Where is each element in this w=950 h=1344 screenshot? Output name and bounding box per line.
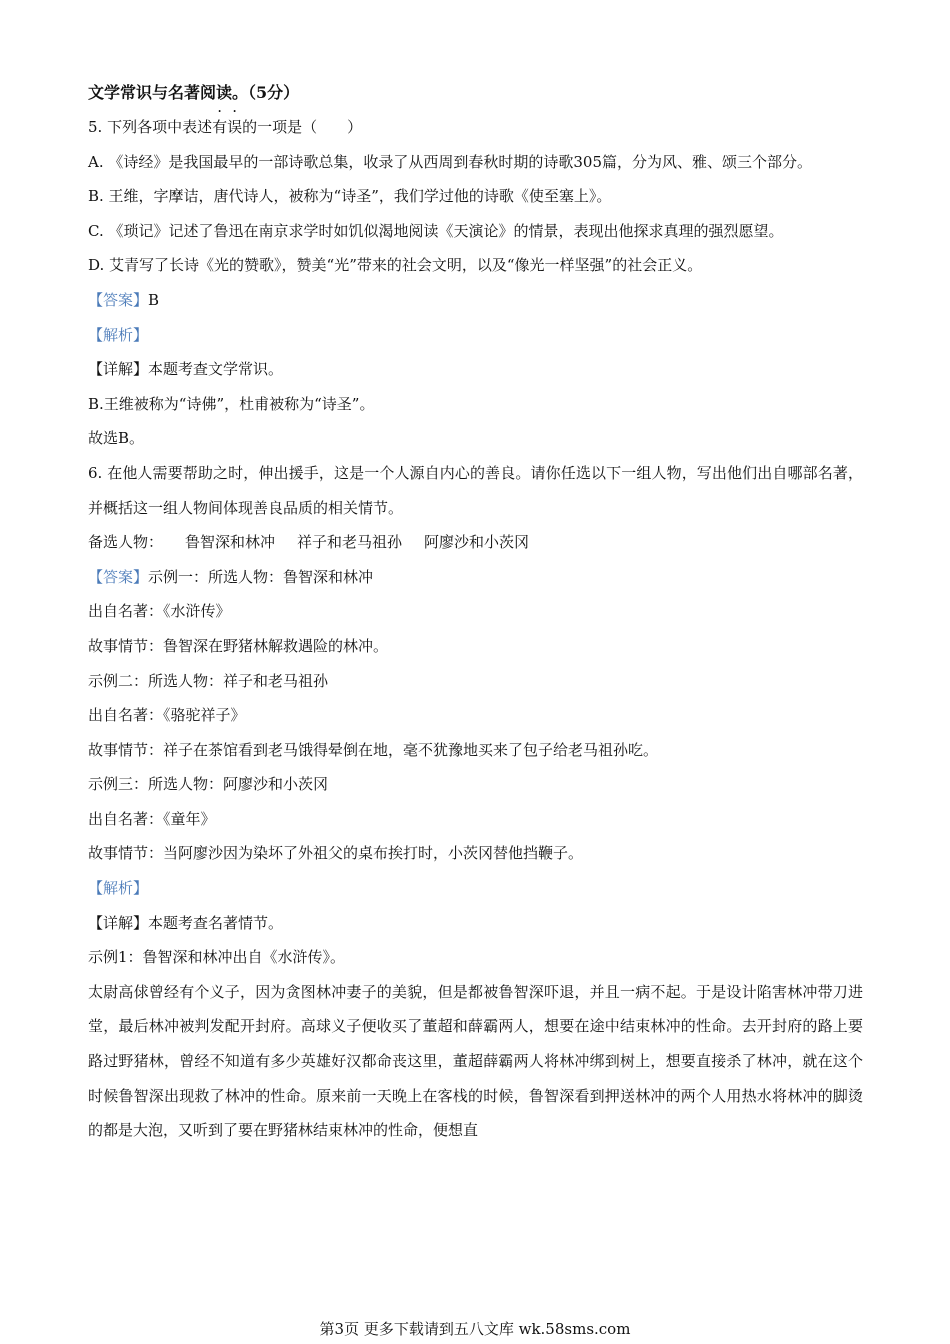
example-plot: 故事情节：鲁智深在野猪林解救遇险的林冲。 — [88, 636, 389, 655]
analysis-label: 【解析】 — [88, 325, 149, 344]
emphasis-dot: 误 — [227, 118, 243, 136]
page-footer: 第3页 更多下载请到五八文库 wk.58sms.com — [319, 1320, 631, 1338]
example-title: 示例二：所选人物：祥子和老马祖孙 — [88, 671, 329, 690]
detail-text: 【详解】本题考查文学常识。 — [88, 360, 284, 379]
candidate-item: 阿廖沙和小茨冈 — [424, 533, 530, 552]
example-plot: 故事情节：当阿廖沙因为染坏了外祖父的桌布挨打时，小茨冈替他挡鞭子。 — [88, 844, 584, 863]
answer-value: B — [148, 290, 160, 309]
example-title: 示例三：所选人物：阿廖沙和小茨冈 — [88, 775, 329, 794]
explanation-text: B.王维被称为“诗佛”，杜甫被称为“诗圣”。 — [88, 394, 375, 413]
analysis-label: 【解析】 — [88, 879, 149, 898]
candidate-item: 祥子和老马祖孙 — [297, 533, 403, 552]
question-6-stem: 6. 在他人需要帮助之时，伸出援手，这是一个人源自内心的善良。请你任选以下一组人物，写出他们出自哪部名著，并概括这一组人物间体现善良品质的相关情节。 — [88, 463, 863, 517]
example-book: 出自名著：《水浒传》 — [88, 602, 231, 621]
example-book: 出自名著：《童年》 — [88, 809, 216, 828]
option-c: C. 《琐记》记述了鲁迅在南京求学时如饥似渴地阅读《天演论》的情景，表现出他探求真理的强烈愿望。 — [88, 221, 784, 240]
option-d: D. 艾青写了长诗《光的赞歌》，赞美“光”带来的社会文明，以及“像光一样坚强”的社会正义。 — [88, 256, 703, 275]
answer-row — [88, 283, 863, 318]
question-5-stem: 5. 下列各项中表述有误的一项是（ ） — [88, 118, 363, 136]
candidates-row: 备选人物： 鲁智深和林冲 祥子和老马祖孙 阿廖沙和小茨冈 — [88, 533, 530, 552]
conclusion-text: 故选B。 — [88, 429, 145, 448]
option-b: B. 王维，字摩诘，唐代诗人，被称为“诗圣”，我们学过他的诗歌《使至塞上》。 — [88, 187, 612, 206]
detail-text: 【详解】本题考查名著情节。 — [88, 913, 284, 932]
example-source: 示例1：鲁智深和林冲出自《水浒传》。 — [88, 948, 346, 967]
candidate-item: 鲁智深和林冲 — [185, 533, 276, 552]
answer-label: 【答案】 — [88, 567, 149, 586]
emphasis-dot: 有 — [212, 118, 228, 136]
section-title: 文学常识与名著阅读。（5分） — [88, 83, 300, 102]
story-paragraph: 太尉高俅曾经有个义子，因为贪图林冲妻子的美貌，但是都被鲁智深吓退，并且一病不起。于是设计陷害林冲带刀进堂，最后林冲被判发配开封府。高球义子便收买了董超和薛霸两人，想要在途中结束林冲的性命。去开封府的路上要路过野猪林，曾经不知道有多少英雄好汉都命丧这里，董超薛霸两人将林冲绑到树上，想要直接杀了林冲，就在这个时候鲁智深出现救了林冲的性命。原来前一天晚上在客栈的时候，鲁智深看到押送林冲的两个人用热水将林冲的脚烫的都是大泡，又听到了要在野猪林结束林冲的性命，便想直 — [88, 982, 863, 1140]
document-page — [88, 76, 863, 1148]
example-plot: 故事情节：祥子在茶馆看到老马饿得晕倒在地，毫不犹豫地买来了包子给老马祖孙吃。 — [88, 740, 659, 759]
answer-row: 【答案】示例一：所选人物：鲁智深和林冲 — [88, 567, 374, 586]
answer-label: 【答案】 — [88, 290, 149, 309]
example-book: 出自名著：《骆驼祥子》 — [88, 706, 246, 725]
option-a: A. 《诗经》是我国最早的一部诗歌总集，收录了从西周到春秋时期的诗歌305篇，分为风、雅、颂三个部分。 — [88, 152, 813, 171]
